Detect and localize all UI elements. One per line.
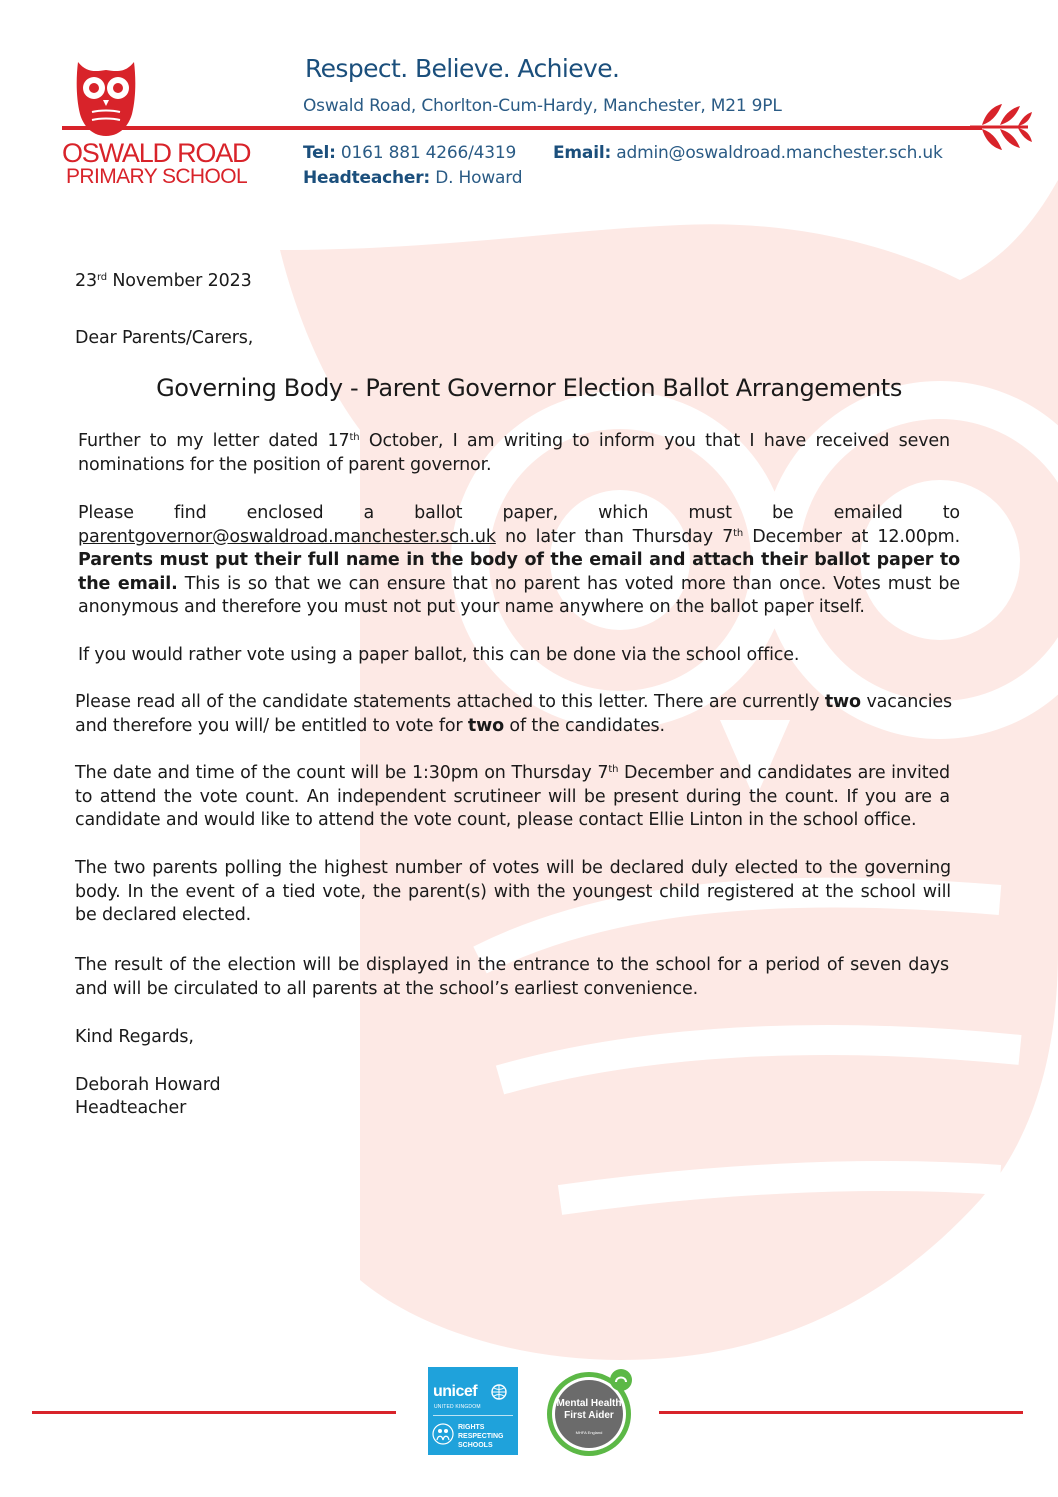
header-divider <box>62 126 982 130</box>
paragraph-3: If you would rather vote using a paper ballot, this can be done via the school office. <box>78 645 800 665</box>
mhfa-title: Mental Health First Aider <box>556 1398 622 1421</box>
ballot-email-link[interactable]: parentgovernor@oswaldroad.manchester.sch.uk <box>78 526 496 547</box>
school-address: Oswald Road, Chorlton-Cum-Hardy, Manchester, M21 9PL <box>303 96 782 116</box>
unicef-divider <box>433 1415 513 1416</box>
school-name-line2: PRIMARY SCHOOL <box>66 165 248 188</box>
letter-date: 23rd November 2023 <box>75 271 252 291</box>
signer-name: Deborah Howard <box>75 1075 221 1095</box>
globe-icon <box>491 1384 507 1400</box>
children-circle-icon <box>432 1423 454 1445</box>
email-value[interactable]: admin@oswaldroad.manchester.sch.uk <box>616 143 943 163</box>
paragraph-7: The result of the election will be displayed in the entrance to the school for a period of seven days and will be circulated to all parents at the school’s earliest convenience. <box>75 955 949 999</box>
contact-email <box>553 143 943 163</box>
letter-title: Governing Body - Parent Governor Election Ballot Arrangements <box>156 374 902 402</box>
footer-divider-right <box>659 1411 1023 1414</box>
email-label: Email: <box>553 143 612 163</box>
leaf-branch-icon <box>968 102 1034 152</box>
contact-headteacher <box>303 168 522 188</box>
unicef-name: unicef <box>433 1383 478 1400</box>
contact-telephone <box>303 143 516 163</box>
mhfa-org: MHFA England <box>575 1430 603 1435</box>
tel-value[interactable]: 0161 881 4266/4319 <box>340 143 517 163</box>
paragraph-1: Further to my letter dated 17th October, I am writing to inform you that I have received seven nominations for the position of parent governor. <box>78 431 950 475</box>
salutation: Dear Parents/Carers, <box>75 328 254 348</box>
closing: Kind Regards, <box>75 1027 194 1047</box>
rrs-text: RIGHTS RESPECTING SCHOOLS <box>458 1424 504 1449</box>
unicef-rrs-badge <box>428 1367 518 1455</box>
school-motto: Respect. Believe. Achieve. <box>305 54 620 83</box>
school-name-line1: OSWALD ROAD <box>62 138 251 168</box>
unicef-country: UNITED KINGDOM <box>434 1404 481 1410</box>
footer-divider-left <box>32 1411 396 1414</box>
signer-title: Headteacher <box>75 1098 187 1118</box>
headteacher-value: D. Howard <box>435 168 523 188</box>
headteacher-label: Headteacher: <box>303 168 431 188</box>
paragraph-5: The date and time of the count will be 1:30pm on Thursday 7th December and candidates are invited to attend the vote count. An independent scrutineer will be present during the count. If you are a candidate and would like to attend the vote count, please contact Ellie Linton in the school office. <box>75 763 950 831</box>
paragraph-2: Please find enclosed a ballot paper, which must be emailed to parentgovernor@oswaldroad.manchester.sch.uk no later than Thursday 7th December at 12.00pm. Parents must put their full name in the body of the email and attach their ballot paper to the email. This is so that we can ensure that no parent has voted more than once. Votes must be anonymous and therefore you must not put your name anywhere on the ballot paper itself. <box>78 503 960 618</box>
mhfa-badge <box>543 1366 635 1458</box>
tel-label: Tel: <box>303 143 336 163</box>
paragraph-6: The two parents polling the highest number of votes will be declared duly elected to the governing body. In the event of a tied vote, the parent(s) with the youngest child registered at the school will be declared elected. <box>75 858 951 926</box>
paragraph-4: Please read all of the candidate statements attached to this letter. There are currently two vacancies and therefore you will/ be entitled to vote for two of the candidates. <box>75 692 952 736</box>
